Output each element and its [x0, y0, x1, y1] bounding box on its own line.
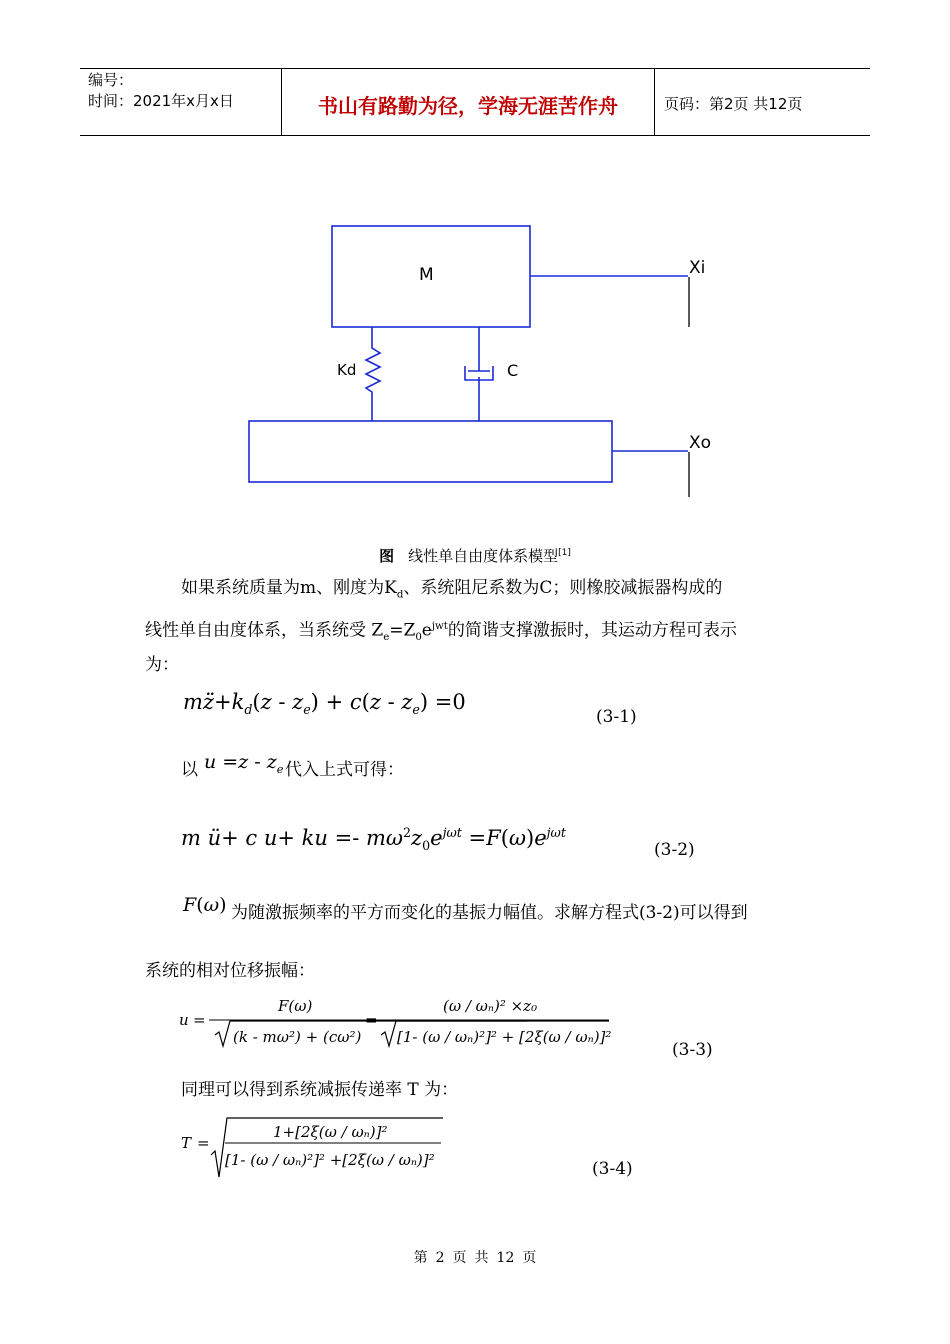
label-kd [337, 361, 356, 379]
paragraph-1-line-3: 为： [145, 655, 179, 675]
caption-prefix: 图 [379, 547, 395, 565]
svg-text:1+[2ξ(ω / ωₙ)]²: 1+[2ξ(ω / ωₙ)]² [273, 1123, 388, 1141]
svg-text:u: u [179, 1011, 189, 1029]
equation-3-3 [175, 990, 625, 1056]
header-number: 编号： [88, 71, 134, 89]
paragraph-3-line-2: 系统的相对位移振幅： [145, 961, 315, 981]
header-motto: 书山有路勤为径，学海无涯苦作舟 [318, 94, 618, 118]
header-page: 页码：第2页 共12页 [664, 95, 803, 113]
header-time: 时间：2021年x月x日 [88, 92, 234, 110]
page-footer [0, 1247, 950, 1267]
label-xi: Xi [689, 258, 706, 278]
label-xo: Xo [689, 433, 712, 453]
paragraph-4: 同理可以得到系统减振传递率 T 为： [181, 1080, 459, 1100]
equation-3-4-number: (3-4) [592, 1159, 633, 1179]
paragraph-2: 以 [181, 760, 198, 780]
equation-3-2: m ü+ c u+ ku =- $m\omega^2z_0e^{j\omega t} =F(\omega)e^{j\omega t}$ [181, 825, 566, 854]
svg-text:F(ω): F(ω) [278, 997, 313, 1015]
equation-3-1: $mz̈+k_d(z - z_e) + c(z - z_e) =0$ [183, 690, 466, 718]
svg-text:(k - mω²) + (cω²): (k - mω²) + (cω²) [233, 1028, 362, 1046]
equation-3-3-number: (3-3) [672, 1040, 713, 1060]
svg-text:[1- (ω / ωₙ)²]² + [2ξ(ω / ωₙ)]: [1- (ω / ωₙ)²]² + [2ξ(ω / ωₙ)]² [397, 1028, 612, 1046]
footer-total-pages: 12 [496, 1250, 515, 1266]
footer-ye: 页 [452, 1250, 467, 1266]
label-mass: M [419, 265, 434, 285]
paragraph-1-line-1: 如果系统质量为m、刚度为$K_d$、系统阻尼系数为C；则橡胶减振器构成的 [181, 578, 723, 601]
paragraph-3-line-1: 为随激振频率的平方而变化的基振力幅值。求解方程式(3-2)可以得到 [231, 903, 748, 923]
paragraph-1-line-2: 线性单自由度体系，当系统受 $Z_e=Z_0e^{jwt}$的简谐支撑激振时，其运动方程可表示 [145, 620, 737, 644]
equation-3-1-number: (3-1) [596, 707, 637, 727]
caption-text: 线性单自由度体系模型 [408, 547, 559, 565]
sdof-model-figure [0, 0, 950, 520]
label-c: C [507, 361, 519, 380]
footer-page-number: 2 [435, 1250, 445, 1266]
footer-ye-2: 页 [522, 1250, 537, 1266]
label-kd-text: Kd [337, 361, 357, 379]
svg-text:[1- (ω / ωₙ)²]² +[2ξ(ω / ωₙ)]²: [1- (ω / ωₙ)²]² +[2ξ(ω / ωₙ)]² [225, 1151, 435, 1169]
equation-3-2-number: (3-2) [654, 840, 695, 860]
equation-3-4 [175, 1113, 475, 1179]
footer-gong: 共 [474, 1250, 489, 1266]
svg-text:(ω / ωₙ)² ×z₀: (ω / ωₙ)² ×z₀ [443, 997, 538, 1015]
base-block [249, 421, 612, 482]
paragraph-2-tail: 代入上式可得： [285, 760, 404, 780]
svg-text:T: T [181, 1134, 192, 1152]
caption-ref: [1] [558, 548, 571, 558]
footer-di: 第 [413, 1250, 428, 1266]
spring-kd [366, 327, 380, 421]
svg-text:=: = [365, 1011, 378, 1029]
f-omega-symbol: F(ω) [183, 894, 227, 916]
substitution-expr: $u =z - z_e$ [204, 751, 284, 776]
figure-caption [0, 545, 950, 566]
svg-text:=: = [193, 1011, 206, 1029]
svg-text:=: = [197, 1134, 210, 1152]
